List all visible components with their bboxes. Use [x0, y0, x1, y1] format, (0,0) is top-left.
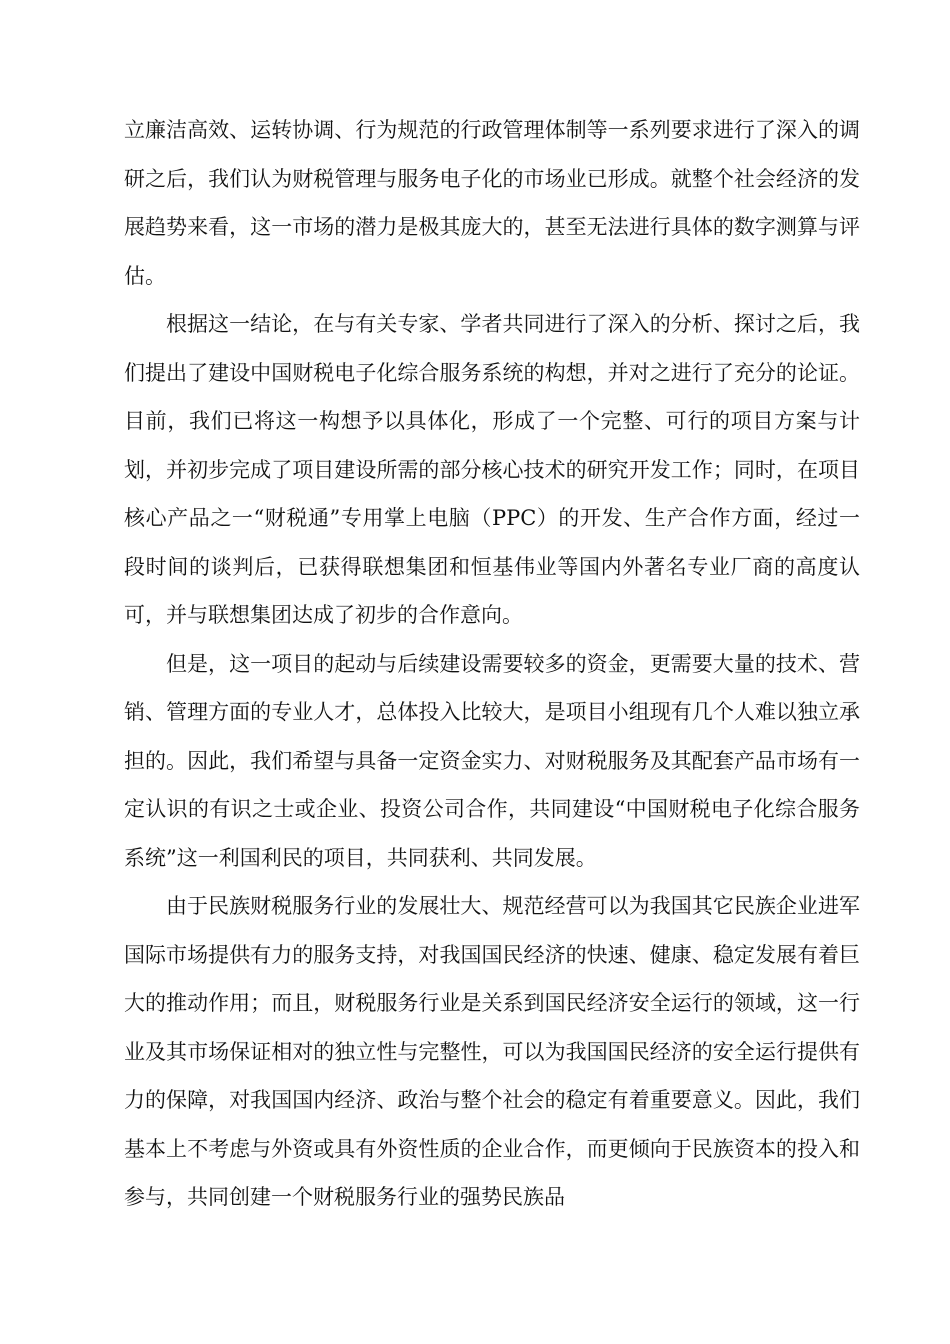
paragraph-funding: 但是，这一项目的起动与后续建设需要较多的资金，更需要大量的技术、营销、管理方面的专业人才，总体投入比较大，是项目小组现有几个人难以独立承担的。因此，我们希望与具备一定资金实力、对财税服务及其配套产品市场有一定认识的有识之士或企业、投资公司合作，共同建设“中国财税电子化综合服务系统”这一利国利民的项目，共同获利、共同发展。: [124, 651, 860, 870]
paragraph-conclusion: 根据这一结论，在与有关专家、学者共同进行了深入的分析、探讨之后，我们提出了建设中国财税电子化综合服务系统的构想，并对之进行了充分的论证。目前，我们已将这一构想予以具体化，形成了一个完整、可行的项目方案与计划，并初步完成了项目建设所需的部分核心技术的研究开发工作；同时，在项目核心产品之一“财税通”专用掌上电脑（PPC）的开发、生产合作方面，经过一段时间的谈判后，已获得联想集团和恒基伟业等国内外著名专业厂商的高度认可，并与联想集团达成了初步的合作意向。: [124, 312, 860, 627]
body-text: [124, 106, 860, 1222]
paragraph-continuation: 立廉洁高效、运转协调、行为规范的行政管理体制等一系列要求进行了深入的调研之后，我们认为财税管理与服务电子化的市场业已形成。就整个社会经济的发展趋势来看，这一市场的潜力是极其庞大的，甚至无法进行具体的数字测算与评估。: [124, 118, 860, 288]
paragraph-national-capital: 由于民族财税服务行业的发展壮大、规范经营可以为我国其它民族企业进军国际市场提供有力的服务支持，对我国国民经济的快速、健康、稳定发展有着巨大的推动作用；而且，财税服务行业是关系到国民经济安全运行的领域，这一行业及其市场保证相对的独立性与完整性，可以为我国国民经济的安全运行提供有力的保障，对我国国内经济、政治与整个社会的稳定有着重要意义。因此，我们基本上不考虑与外资或具有外资性质的企业合作，而更倾向于民族资本的投入和参与，共同创建一个财税服务行业的强势民族品: [124, 894, 860, 1209]
